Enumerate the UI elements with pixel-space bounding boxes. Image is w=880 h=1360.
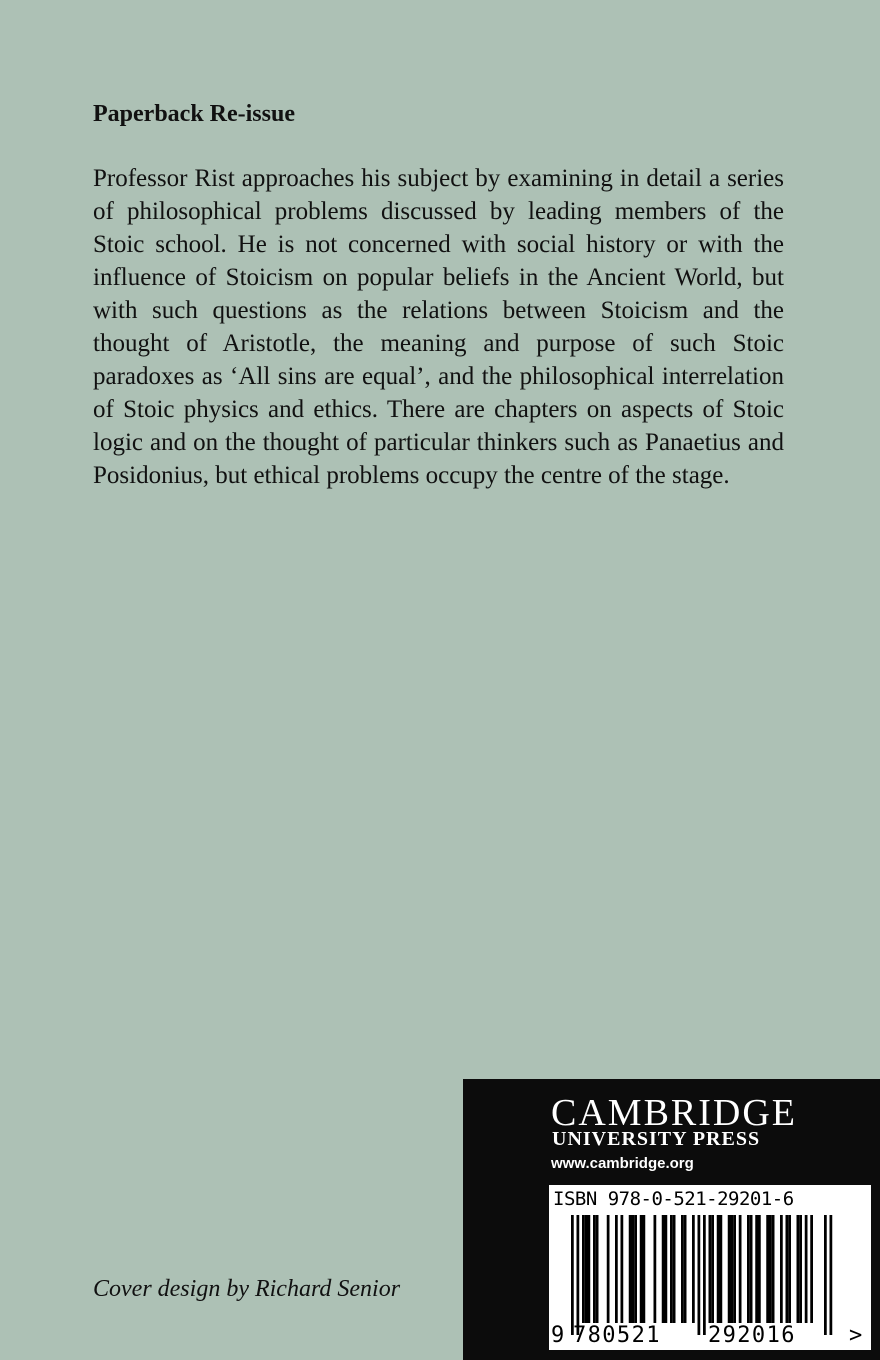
- barcode-bar: [662, 1215, 665, 1323]
- barcode-bar: [766, 1215, 769, 1323]
- barcode-guard-bar: [571, 1215, 574, 1335]
- barcode-bar: [805, 1215, 808, 1323]
- barcode-guard-bar: [703, 1215, 706, 1335]
- barcode-bar: [769, 1215, 772, 1323]
- barcode-bar: [692, 1215, 695, 1323]
- barcode-bar: [585, 1215, 588, 1323]
- barcode-bar: [673, 1215, 676, 1323]
- barcode-bar: [731, 1215, 734, 1323]
- barcode-bar: [670, 1215, 673, 1323]
- barcode-bar: [588, 1215, 591, 1323]
- barcode-bar: [799, 1215, 802, 1323]
- barcode-bar: [665, 1215, 668, 1323]
- barcode-bar: [681, 1215, 684, 1323]
- barcode-bar: [810, 1215, 813, 1323]
- barcode-bar: [607, 1215, 610, 1323]
- barcode-bar: [711, 1215, 714, 1323]
- publisher-name: CAMBRIDGE: [551, 1092, 798, 1134]
- barcode-bar: [593, 1215, 596, 1323]
- barcode-bar: [629, 1215, 632, 1323]
- barcode-guard-bar: [830, 1215, 833, 1335]
- barcode-guard-bar: [698, 1215, 701, 1335]
- barcode-bar: [758, 1215, 761, 1323]
- barcode-guard-bar: [577, 1215, 580, 1335]
- barcode-bar: [582, 1215, 585, 1323]
- barcode-quiet-zone-mark: >: [849, 1323, 863, 1348]
- barcode-bar: [640, 1215, 643, 1323]
- barcode-right-digits: 292016: [708, 1323, 796, 1348]
- barcode-bar: [728, 1215, 731, 1323]
- barcode-bar: [654, 1215, 657, 1323]
- blurb-text: Professor Rist approaches his subject by examining in detail a series of philosophical problems discussed by leading members of the Stoic school. He is not concerned with social history or with the influence of Stoicism on popular beliefs in the Ancient World, but with such questions as the relations between Stoicism and the thought of Aristotle, the meaning and purpose of such Stoic paradoxes as ‘All sins are equal’, and the philosophical interrelation of Stoic physics and ethics. There are chapters on aspects of Stoic logic and on the thought of particular thinkers such as Panaetius and Posidonius, but ethical problems occupy the centre of the stage.: [93, 165, 784, 489]
- barcode-bar: [797, 1215, 800, 1323]
- barcode-bar: [717, 1215, 720, 1323]
- barcode-bar: [786, 1215, 789, 1323]
- barcode-bar: [739, 1215, 742, 1323]
- barcode-bar: [733, 1215, 736, 1323]
- barcode-bar: [772, 1215, 775, 1323]
- barcode-bar: [634, 1215, 637, 1323]
- publisher-subtitle: UNIVERSITY PRESS: [552, 1128, 761, 1150]
- barcode-bar: [780, 1215, 783, 1323]
- isbn-barcode: [549, 1185, 871, 1350]
- barcode-lead-digit: 9: [551, 1323, 565, 1348]
- cover-design-credit: Cover design by Richard Senior: [93, 1276, 401, 1302]
- barcode-bar: [709, 1215, 712, 1323]
- publisher-url: www.cambridge.org: [551, 1155, 694, 1172]
- publisher-panel: [463, 1079, 880, 1360]
- edition-label: Paperback Re-issue: [93, 101, 295, 127]
- barcode-bar: [750, 1215, 753, 1323]
- isbn-label: ISBN 978-0-521-29201-6: [553, 1188, 794, 1210]
- barcode-bar: [615, 1215, 618, 1323]
- barcode-guard-bar: [824, 1215, 827, 1335]
- barcode-bar: [643, 1215, 646, 1323]
- barcode-left-digits: 780521: [573, 1323, 661, 1348]
- barcode-bar: [747, 1215, 750, 1323]
- barcode-bar: [684, 1215, 687, 1323]
- barcode-bar: [632, 1215, 635, 1323]
- barcode-bar: [596, 1215, 599, 1323]
- barcode-bar: [621, 1215, 624, 1323]
- barcode-bar: [755, 1215, 758, 1323]
- barcode-bar: [788, 1215, 791, 1323]
- barcode-bar: [720, 1215, 723, 1323]
